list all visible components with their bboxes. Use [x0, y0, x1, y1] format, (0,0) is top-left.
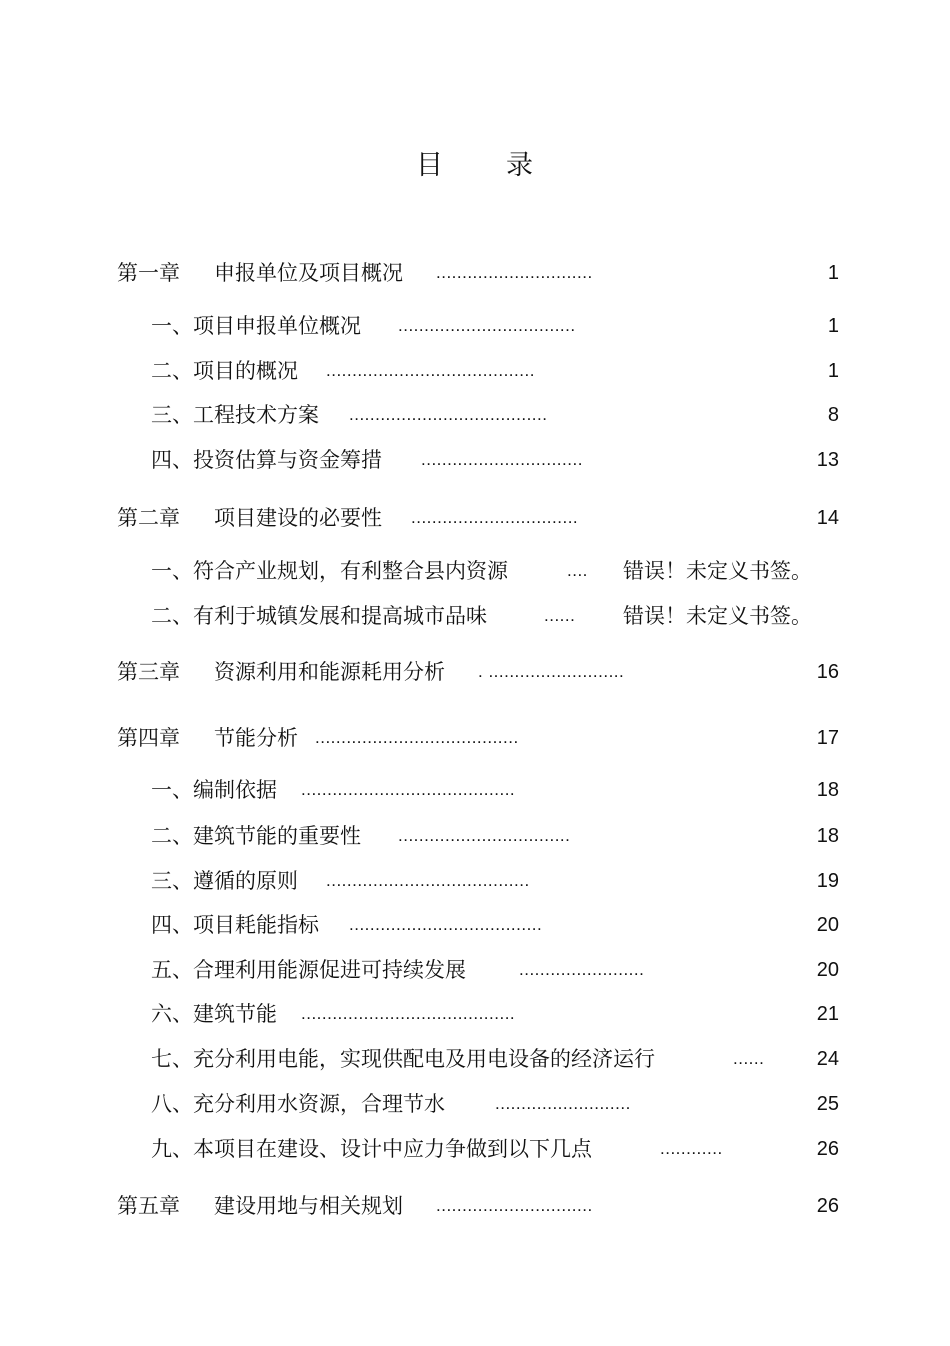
chapter-prefix: 第一章: [117, 261, 180, 285]
dot-leader: ..........................: [495, 1094, 631, 1113]
dot-leader: ......: [544, 606, 576, 625]
entry-label: 节能分析: [214, 726, 298, 750]
chapter-prefix: 第五章: [117, 1194, 180, 1218]
toc-entry-4-8[interactable]: [0, 1089, 950, 1119]
toc-entry-4-9[interactable]: [0, 1134, 950, 1164]
page-number: 18: [816, 779, 839, 801]
dot-leader: ..................................: [398, 316, 576, 335]
page-title: [0, 143, 950, 182]
entry-label: 七、充分利用电能，实现供配电及用电设备的经济运行: [151, 1047, 655, 1071]
toc-entry-4-1[interactable]: [0, 775, 950, 805]
toc-entry-4-6[interactable]: [0, 999, 950, 1029]
toc-entry-chapter-2[interactable]: [0, 503, 950, 533]
entry-label: 三、遵循的原则: [151, 869, 298, 893]
entry-label: 二、项目的概况: [151, 359, 298, 383]
toc-entry-chapter-5[interactable]: [0, 1191, 950, 1221]
page-number: 17: [816, 727, 839, 749]
toc-entry-1-1[interactable]: [0, 311, 950, 341]
chapter-prefix: 第三章: [117, 660, 180, 684]
dot-leader: ....: [567, 561, 588, 580]
page-number: 18: [816, 825, 839, 847]
chapter-prefix: 第二章: [117, 506, 180, 530]
entry-label: 建设用地与相关规划: [214, 1194, 403, 1218]
title-char-1: 目: [416, 150, 444, 181]
page-number: 14: [816, 507, 839, 529]
entry-label: 三、工程技术方案: [151, 403, 319, 427]
toc-entry-4-3[interactable]: [0, 866, 950, 896]
dot-leader: .................................: [398, 826, 571, 845]
dot-leader: ............: [660, 1139, 723, 1158]
page-number: 1: [827, 360, 839, 382]
toc-entry-4-7[interactable]: [0, 1044, 950, 1074]
dot-leader: ................................: [411, 508, 579, 527]
error-note: 错误！未定义书签。: [623, 559, 812, 583]
toc-entry-4-2[interactable]: [0, 821, 950, 851]
page-number: 25: [816, 1093, 839, 1115]
page-number: 20: [816, 959, 839, 981]
title-char-2: 录: [506, 150, 534, 181]
page-number: 1: [827, 262, 839, 284]
page-number: 26: [816, 1138, 839, 1160]
dot-leader: .........................................: [301, 780, 516, 799]
dot-leader: .......................................: [326, 871, 530, 890]
dot-leader: .........................................: [301, 1004, 516, 1023]
entry-label: 申报单位及项目概况: [214, 261, 403, 285]
entry-label: 一、编制依据: [151, 778, 277, 802]
toc-entry-chapter-4[interactable]: [0, 723, 950, 753]
toc-entry-1-3[interactable]: [0, 400, 950, 430]
page-number: 19: [816, 870, 839, 892]
dot-leader: ......................................: [349, 405, 548, 424]
entry-label: 一、项目申报单位概况: [151, 314, 361, 338]
toc-entry-1-2[interactable]: [0, 356, 950, 386]
toc-entry-2-1[interactable]: [0, 556, 950, 586]
toc-entry-chapter-3[interactable]: [0, 657, 950, 687]
entry-label: 六、建筑节能: [151, 1002, 277, 1026]
page-number: 26: [816, 1195, 839, 1217]
entry-label: 四、项目耗能指标: [151, 913, 319, 937]
page-number: 1: [827, 315, 839, 337]
dot-leader: . ..........................: [478, 662, 625, 681]
page-number: 21: [816, 1003, 839, 1025]
toc-entry-chapter-1[interactable]: [0, 258, 950, 288]
dot-leader: ........................................: [326, 361, 535, 380]
entry-label: 资源利用和能源耗用分析: [214, 660, 445, 684]
entry-label: 二、有利于城镇发展和提高城市品味: [151, 604, 487, 628]
page-number: 16: [816, 661, 839, 683]
dot-leader: ........................: [519, 960, 645, 979]
entry-label: 一、符合产业规划，有利整合县内资源: [151, 559, 508, 583]
entry-label: 四、投资估算与资金筹措: [151, 448, 382, 472]
toc-entry-4-4[interactable]: [0, 910, 950, 940]
dot-leader: .......................................: [315, 728, 519, 747]
entry-label: 五、合理利用能源促进可持续发展: [151, 958, 466, 982]
dot-leader: ...............................: [421, 450, 583, 469]
chapter-prefix: 第四章: [117, 726, 180, 750]
page-number: 13: [816, 449, 839, 471]
toc-entry-1-4[interactable]: [0, 445, 950, 475]
entry-label: 项目建设的必要性: [214, 506, 382, 530]
entry-label: 九、本项目在建设、设计中应力争做到以下几点: [151, 1137, 592, 1161]
dot-leader: ......: [733, 1049, 765, 1068]
dot-leader: .....................................: [349, 915, 543, 934]
page-number: 8: [827, 404, 839, 426]
dot-leader: ..............................: [436, 263, 593, 282]
toc-entry-4-5[interactable]: [0, 955, 950, 985]
error-note: 错误！未定义书签。: [623, 604, 812, 628]
entry-label: 二、建筑节能的重要性: [151, 824, 361, 848]
page-number: 24: [816, 1048, 839, 1070]
entry-label: 八、充分利用水资源，合理节水: [151, 1092, 445, 1116]
toc-entry-2-2[interactable]: [0, 601, 950, 631]
page-number: 20: [816, 914, 839, 936]
dot-leader: ..............................: [436, 1196, 593, 1215]
